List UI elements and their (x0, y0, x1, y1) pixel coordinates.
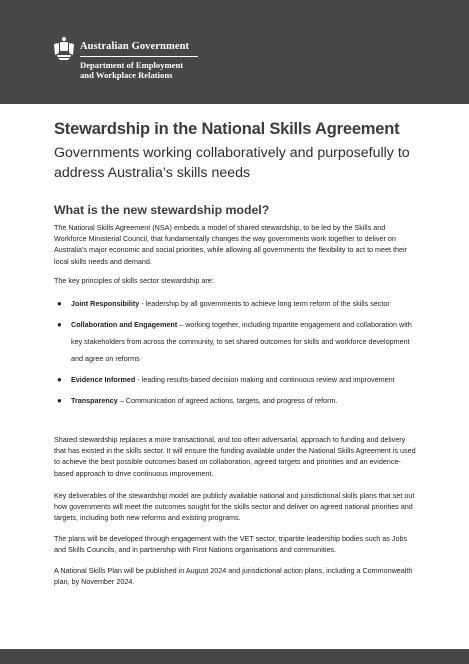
principle-separator: - (139, 299, 146, 308)
principles-list (54, 295, 418, 413)
principle-text: leadership by all governments to achieve long term reform of the skills sector (145, 299, 390, 308)
section-heading: What is the new stewardship model? (54, 203, 270, 217)
principle-text: Communication of agreed actions, targets, and progress of reform. (125, 396, 338, 405)
government-logo (80, 41, 198, 80)
bullet-icon: ● (57, 375, 62, 384)
principle-separator: – (177, 320, 186, 329)
department-name-line1: Department of Employment (80, 60, 184, 70)
document-subtitle: Governments working collaboratively and purposefully to address Australia’s skills needs (54, 145, 410, 181)
principle-separator: – (117, 396, 126, 405)
intro-paragraph: The National Skills Agreement (NSA) embeds a model of shared stewardship, to be led by the Skills and Workforce Ministerial Council, that fundamentally changes the way governments work together to deliver on Australia’s major economic and social priorities, while allowing all governments the flexibility to act to meet their local skills needs and demand. (54, 223, 408, 266)
bullet-icon: ● (57, 320, 62, 329)
coat-of-arms-icon (52, 36, 76, 62)
paragraph-shared-stewardship: Shared stewardship replaces a more transactional, and too often adversarial, approach to funding and delivery that has existed in the skills sector. It will ensure the funding available under the National Skills Agreement is used to achieve the best possible outcomes based on collaboration, agreed targets and priorities and an evidence-based approach to drive continuous improvement. (54, 435, 416, 478)
list-item (54, 371, 418, 388)
principle-text: working together, including tripartite engagement and collaboration with key stakeholders from across the community, to set shared outcomes for skills and workforce development and agree on reforms (71, 320, 412, 363)
paragraph-plan-development: The plans will be developed through engagement with the VET sector, tripartite leadership bodies such as Jobs and Skills Councils, and in partnership with First Nations organisations and communities. (54, 534, 408, 555)
principle-title: Collaboration and Engagement (71, 320, 178, 329)
list-item (54, 316, 418, 367)
bullet-icon: ● (57, 396, 62, 405)
list-item (54, 392, 418, 409)
government-name: Australian Government (80, 41, 190, 52)
logo-divider (80, 56, 198, 57)
bullet-icon: ● (57, 299, 62, 308)
paragraph-key-deliverables: Key deliverables of the stewardship model are publicly available national and jurisdictional skills plans that set out how governments will meet the outcomes sought for the skills sector and deliver on agreed national priorities and targets, including both new reforms and existing programs. (54, 491, 415, 523)
principle-title: Evidence Informed (71, 375, 136, 384)
department-name-line2: and Workplace Relations (80, 70, 173, 80)
page-footer (0, 649, 469, 664)
principle-title: Transparency (71, 396, 118, 405)
principle-title: Joint Responsibility (71, 299, 140, 308)
principle-text: leading results-based decision making and continuous review and improvement (141, 375, 395, 384)
list-item (54, 295, 418, 312)
principles-lead: The key principles of skills sector stewardship are: (54, 276, 214, 285)
document-title: Stewardship in the National Skills Agreement (54, 120, 400, 138)
paragraph-publication-dates: A National Skills Plan will be published in August 2024 and jurisdictional action plans, including a Commonwealth plan, by November 2024. (54, 566, 413, 587)
principle-separator: - (135, 375, 142, 384)
page-header (0, 0, 469, 104)
